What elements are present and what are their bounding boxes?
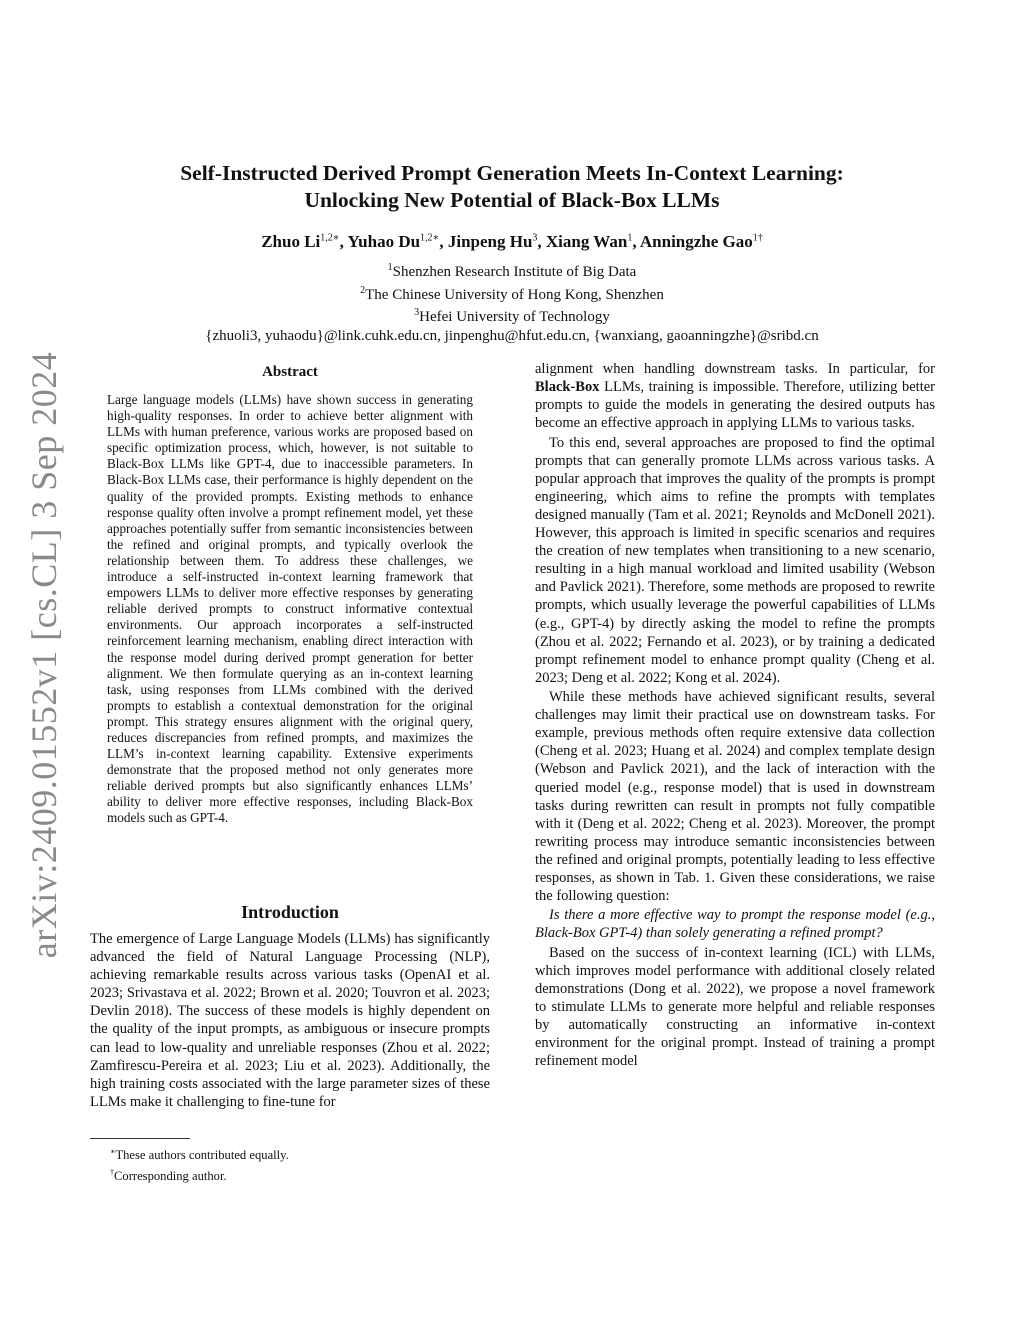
- affiliation-text: Hefei University of Technology: [419, 309, 610, 325]
- title-line-2: Unlocking New Potential of Black-Box LLMs: [304, 188, 720, 212]
- footnote-text: These authors contributed equally.: [115, 1148, 289, 1163]
- author-name: Jinpeng Hu: [447, 232, 533, 251]
- paper-title: [80, 160, 944, 214]
- affiliation: [80, 259, 944, 282]
- paragraph-text: alignment when handling downstream tasks. In particular, for: [535, 361, 935, 377]
- author-sup: 1,2∗: [420, 232, 440, 244]
- author-sup: 1†: [752, 232, 763, 244]
- emails: {zhuoli3, yuhaodu}@link.cuhk.edu.cn, jinpenghu@hfut.edu.cn, {wanxiang, gaoanningzhe}@sribd.cn: [205, 327, 819, 344]
- paragraph: [535, 360, 935, 432]
- affiliation-sup: 1: [387, 262, 393, 273]
- paragraph: To this end, several approaches are proposed to find the optimal prompts that can generally promote LLMs across various tasks. A popular approach that improves the quality of the prompts is prompt engineering, which aims to refine the prompts with templates designed manually (Tam et al. 2021; Reynolds and McDonell 2021). However, this approach is limited in specific scenarios and requires the creation of new templates when transitioning to a new scenario, resulting in a high manual workload and limited usability (Webson and Pavlick 2021). Therefore, some methods are proposed to rewrite prompts, which usually leverage the powerful capabilities of LLMs (e.g., GPT-4) by directly asking the model to refine the prompts (Zhou et al. 2022; Fernando et al. 2023), or by training a dedicated prompt refinement model to enhance prompt quality (Cheng et al. 2023; Deng et al. 2022; Kong et al. 2024).: [535, 434, 935, 686]
- right-column: [535, 360, 935, 1072]
- author-name: Yuhao Du: [347, 232, 421, 251]
- arxiv-stamp-text: arXiv:2409.01552v1 [cs.CL] 3 Sep 2024: [24, 351, 64, 959]
- affiliation-text: The Chinese University of Hong Kong, Shenzhen: [365, 286, 664, 303]
- author-sup: 3: [532, 232, 538, 244]
- arxiv-stamp: [14, 351, 74, 959]
- author-name: Zhuo Li: [261, 232, 321, 251]
- bold-term: Black-Box: [535, 379, 600, 396]
- footnote-rule: [90, 1138, 190, 1139]
- author-sup: 1,2∗: [320, 232, 340, 244]
- research-question: Is there a more effective way to prompt the response model (e.g., Black-Box GPT-4) than solely generating a refined prompt?: [535, 907, 935, 942]
- author-name: Xiang Wan: [545, 232, 628, 251]
- affiliation: [80, 304, 944, 327]
- paragraph: While these methods have achieved significant results, several challenges may limit their practical use on downstream tasks. For example, previous methods often require extensive data collection (Cheng et al. 2023; Huang et al. 2024) and complex template design (Webson and Pavlick 2021), and the lack of interaction with the queried model (e.g., response model) that is used in downstream tasks during rewritten can result in prompts not fully compatible with it (Deng et al. 2022; Cheng et al. 2023). Moreover, the prompt rewriting process may introduce semantic inconsistencies between the refined and original prompts, potentially leading to less effective responses, as shown in Tab. 1. Given these considerations, we raise the following question:: [535, 689, 935, 905]
- footnote: [110, 1164, 289, 1185]
- introduction-heading: Introduction: [241, 902, 339, 922]
- affiliation-sup: 3: [414, 307, 420, 318]
- footnotes: [110, 1143, 289, 1185]
- footnote-mark: ∗: [110, 1147, 116, 1156]
- affiliation: [80, 282, 944, 305]
- affiliation-sup: 2: [360, 284, 366, 296]
- author-sup: 1: [627, 232, 633, 244]
- abstract-heading: Abstract: [262, 364, 318, 380]
- author-list: Zhuo $Li^{1,2∗}$, Yuhao $Du^{1,2∗}$, Jinpeng Hu$^3$, Xiang Wan$^1$, Anningzhe Gao$^{1\dagger}$: [261, 232, 763, 251]
- abstract-body: Large language models (LLMs) have shown success in generating high-quality responses. In order to achieve better alignment with LLMs with human preference, various works are proposed based on specific optimization process, which, however, is not suitable to Black-Box LLMs like GPT-4, due to inaccessible parameters. In Black-Box LLMs case, their performance is highly dependent on the quality of the provided prompts. Existing methods to enhance response quality often involve a prompt refinement model, yet these approaches potentially suffer from semantic inconsistencies between the refined and original prompts, and typically overlook the relationship between them. To address these challenges, we introduce a self-instructed in-context learning framework that empowers LLMs to deliver more effective responses by generating reliable derived prompts to construct informative contextual environments. Our approach incorporates a self-instructed reinforcement learning mechanism, enabling direct interaction with the response model during derived prompt generation for better alignment. We then formulate querying as an in-context learning task, using responses from LLMs combined with the derived prompts to establish a contextual demonstration for the original prompt. This strategy ensures alignment with the original query, reduces discrepancies from refined prompts, and maximizes the LLM’s in-context learning capability. Extensive experiments demonstrate that the proposed method not only generates more reliable derived prompts but also significantly enhances LLMs’ ability to deliver more effective responses, including Black-Box models such as GPT-4.: [107, 392, 473, 826]
- introduction-body: The emergence of Large Language Models (LLMs) has significantly advanced the field of Natural Language Processing (NLP), achieving remarkable results across various tasks (OpenAI et al. 2023; Srivastava et al. 2022; Brown et al. 2020; Touvron et al. 2023; Devlin 2018). The success of these models is highly dependent on the quality of the input prompts, as ambiguous or insecure prompts can lead to low-quality and unreliable responses (Zhou et al. 2022; Zamfirescu-Pereira et al. 2023; Liu et al. 2023). Additionally, the high training costs associated with the large parameter sizes of these LLMs make it challenging to fine-tune for: [90, 931, 490, 1110]
- author-name: Anningzhe Gao: [639, 232, 753, 251]
- footnote-text: Corresponding author.: [114, 1169, 227, 1184]
- paragraph: Based on the success of in-context learning (ICL) with LLMs, which improves model performance with additional closely related demonstrations (Dong et al. 2022), we propose a novel framework to stimulate LLMs to generate more helpful and reliable responses by automatically constructing an informative in-context environment for the original prompt. Instead of training a prompt refinement model: [535, 944, 935, 1070]
- title-line-1: Self-Instructed Derived Prompt Generation Meets In-Context Learning:: [180, 161, 844, 185]
- affiliations: [80, 259, 944, 345]
- footnote-mark: †: [110, 1168, 114, 1178]
- paragraph-text: LLMs, training is impossible. Therefore, utilizing better prompts to guide the models in generating the desired outputs has become an effective approach in applying LLMs to various tasks.: [535, 379, 935, 432]
- affiliation-text: Shenzhen Research Institute of Big Data: [392, 264, 637, 280]
- footnote: [110, 1143, 289, 1164]
